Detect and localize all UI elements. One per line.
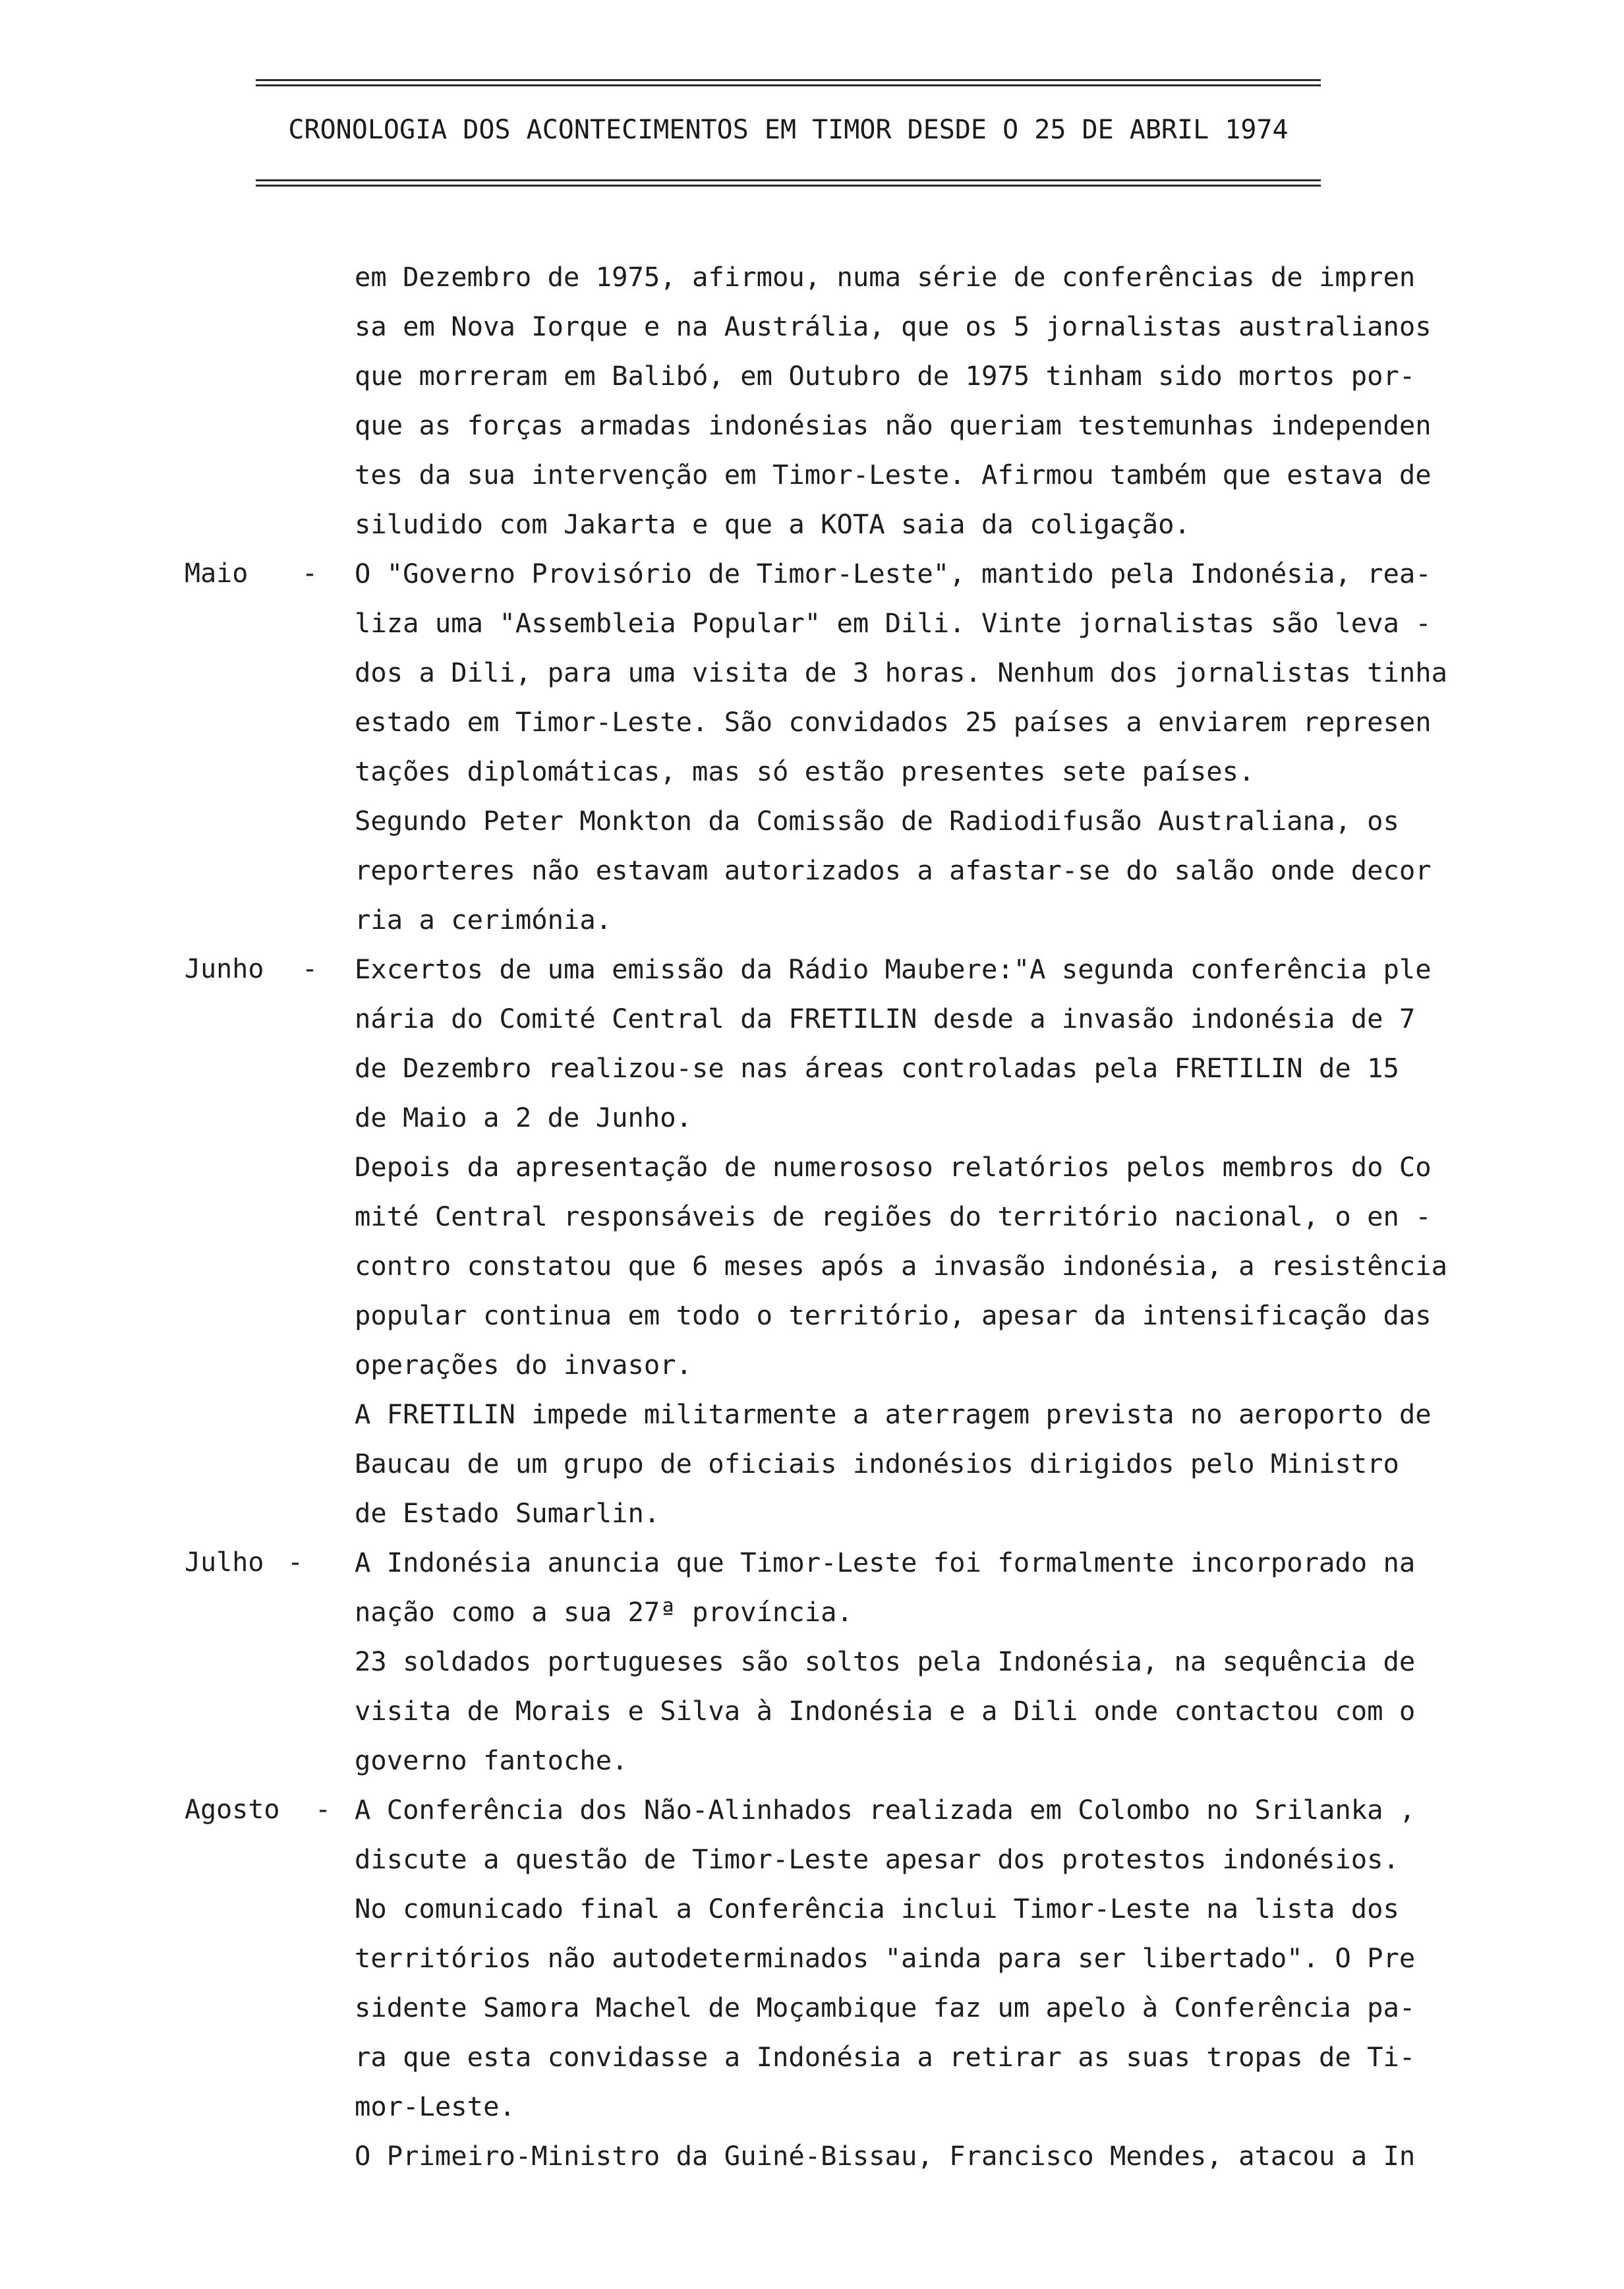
- entry-maio: [185, 549, 1490, 945]
- text-line: No comunicado final a Conferência inclui Timor-Leste na lista dos: [355, 1893, 1399, 1924]
- text-line: de Dezembro realizou-se nas áreas controladas pela FRETILIN de 15: [355, 1052, 1399, 1084]
- text-line: operações do invasor.: [355, 1349, 693, 1381]
- text-line: contro constatou que 6 meses após a invasão indonésia, a resistência: [355, 1250, 1448, 1282]
- text-line: que morreram em Balibó, em Outubro de 1975 tinham sido mortos por-: [355, 360, 1416, 392]
- intro-entry: [185, 253, 1490, 549]
- text-line: A FRETILIN impede militarmente a aterragem prevista no aeroporto de: [355, 1398, 1432, 1430]
- entry-julho: [185, 1538, 1490, 1785]
- text-line: Depois da apresentação de numerososo relatórios pelos membros do Co: [355, 1151, 1432, 1183]
- text-line: territórios não autodeterminados "ainda para ser libertado". O Pre: [355, 1942, 1416, 1974]
- text-line: dos a Dili, para uma visita de 3 horas. Nenhum dos jornalistas tinha: [355, 657, 1448, 688]
- header-bottom-rule: [256, 179, 1321, 187]
- text-line: Baucau de um grupo de oficiais indonésios dirigidos pelo Ministro: [355, 1448, 1399, 1479]
- text-line: Segundo Peter Monkton da Comissão de Radiodifusão Australiana, os: [355, 805, 1399, 837]
- month-dash: -: [302, 954, 318, 984]
- text-line: de Estado Sumarlin.: [355, 1497, 660, 1529]
- text-line: governo fantoche.: [355, 1744, 628, 1776]
- text-line: nação como a sua 27ª província.: [355, 1596, 853, 1628]
- text-line: sidente Samora Machel de Moçambique faz um apelo à Conferência pa-: [355, 1992, 1416, 2023]
- text-line: em Dezembro de 1975, afirmou, numa série de conferências de impren: [355, 261, 1416, 293]
- text-line: popular continua em todo o território, apesar da intensificação das: [355, 1299, 1432, 1331]
- text-line: visita de Morais e Silva à Indonésia e a Dili onde contactou com o: [355, 1695, 1416, 1727]
- entry-agosto: [185, 1785, 1490, 2181]
- page-title: CRONOLOGIA DOS ACONTECIMENTOS EM TIMOR DESDE O 25 DE ABRIL 1974: [288, 115, 1289, 145]
- entry-junho: [185, 945, 1490, 1538]
- text-line: Excertos de uma emissão da Rádio Maubere:"A segunda conferência ple: [355, 953, 1432, 985]
- text-line: mité Central responsáveis de regiões do território nacional, o en -: [355, 1201, 1432, 1232]
- month-label: Agosto: [185, 1795, 280, 1825]
- text-line: liza uma "Assembleia Popular" em Dili. Vinte jornalistas são leva -: [355, 607, 1432, 639]
- text-line: nária do Comité Central da FRETILIN desde a invasão indonésia de 7: [355, 1003, 1416, 1034]
- text-line: que as forças armadas indonésias não queriam testemunhas independen: [355, 409, 1432, 441]
- text-line: tes da sua intervenção em Timor-Leste. Afirmou também que estava de: [355, 459, 1432, 490]
- text-line: discute a questão de Timor-Leste apesar dos protestos indonésios.: [355, 1843, 1399, 1875]
- text-line: tações diplomáticas, mas só estão presentes sete países.: [355, 756, 1255, 787]
- text-line: O Primeiro-Ministro da Guiné-Bissau, Francisco Mendes, atacou a In: [355, 2140, 1416, 2172]
- month-dash: -: [287, 1547, 304, 1578]
- text-line: de Maio a 2 de Junho.: [355, 1102, 693, 1133]
- header-top-rule: [256, 79, 1321, 86]
- text-line: A Indonésia anuncia que Timor-Leste foi formalmente incorporado na: [355, 1547, 1416, 1578]
- text-line: estado em Timor-Leste. São convidados 25 países a enviarem represen: [355, 706, 1432, 738]
- text-line: ria a cerimónia.: [355, 904, 612, 936]
- text-line: siludido com Jakarta e que a KOTA saia da coligação.: [355, 508, 1190, 540]
- month-label: Julho: [185, 1547, 264, 1578]
- text-line: sa em Nova Iorque e na Austrália, que os 5 jornalistas australianos: [355, 311, 1432, 342]
- text-line: mor-Leste.: [355, 2091, 515, 2122]
- month-dash: -: [315, 1795, 332, 1825]
- text-line: A Conferência dos Não-Alinhados realizada em Colombo no Srilanka ,: [355, 1794, 1416, 1826]
- month-label: Maio: [185, 558, 248, 589]
- month-label: Junho: [185, 954, 264, 984]
- month-dash: -: [302, 558, 318, 589]
- text-line: ra que esta convidasse a Indonésia a retirar as suas tropas de Ti-: [355, 2041, 1416, 2073]
- chronology-body: [185, 253, 1490, 2181]
- text-line: O "Governo Provisório de Timor-Leste", mantido pela Indonésia, rea-: [355, 558, 1432, 589]
- text-line: reporteres não estavam autorizados a afastar-se do salão onde decor: [355, 854, 1432, 886]
- text-line: 23 soldados portugueses são soltos pela Indonésia, na sequência de: [355, 1646, 1416, 1677]
